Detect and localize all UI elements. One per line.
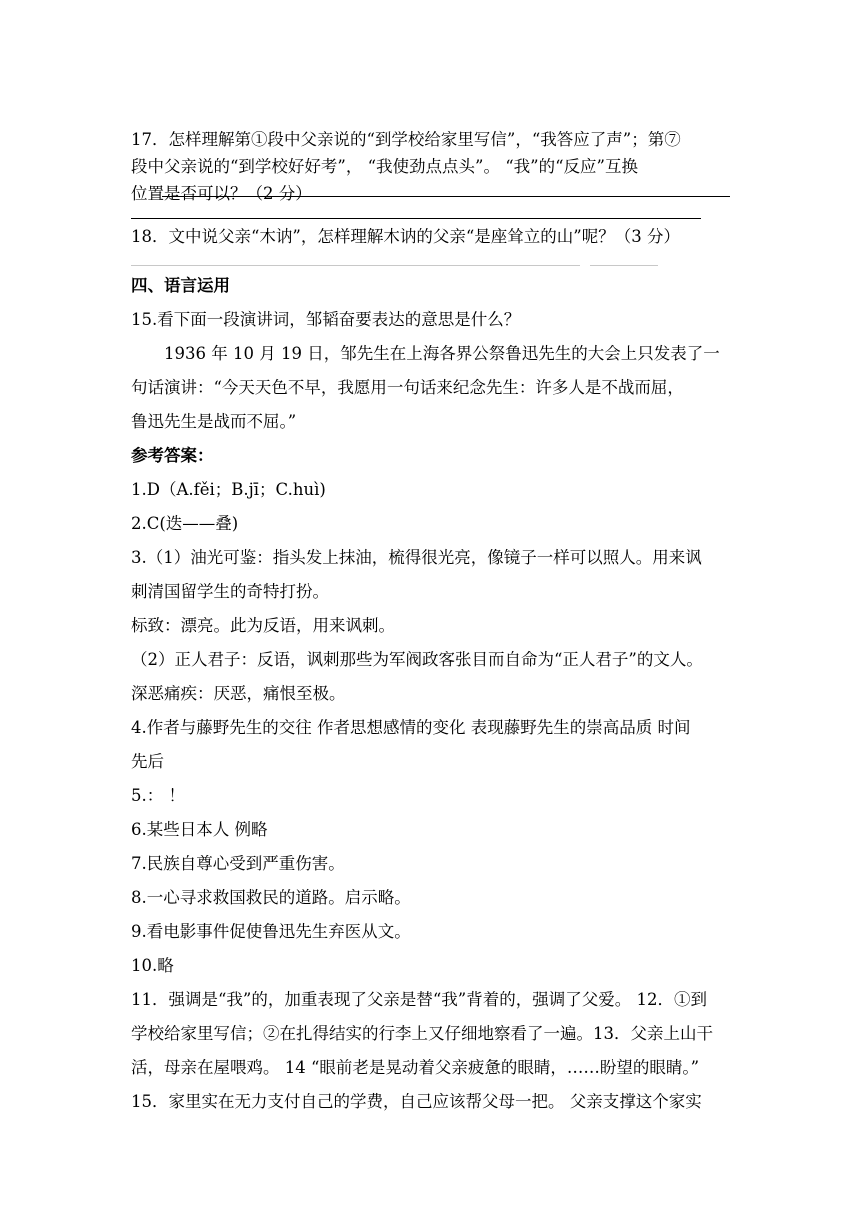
answers-heading: 参考答案： xyxy=(131,446,214,465)
question-17-line-2: 段中父亲说的“到学校好好考”， “我使劲点点头”。 “我”的“反应”互换 xyxy=(131,157,638,176)
answer-line-17a xyxy=(162,196,730,197)
answer-line: 8.一心寻求救国救民的道路。启示略。 xyxy=(131,888,411,907)
answer-line: 深恶痛疾：厌恶，痛恨至极。 xyxy=(131,684,346,703)
answer-line: 1.D（A.fěi；B.jī；C.huì) xyxy=(131,480,326,499)
answer-line-18b xyxy=(590,265,658,266)
answer-line: 学校给家里写信；②在扎得结实的行李上又仔细地察看了一遍。13．父亲上山干 xyxy=(131,1024,713,1043)
answer-line-18a xyxy=(131,265,580,266)
answer-line: 3.（1）油光可鉴：指头发上抹油，梳得很光亮，像镜子一样可以照人。用来讽 xyxy=(131,548,702,567)
answer-line: 标致：漂亮。此为反语，用来讽刺。 xyxy=(131,616,395,635)
answer-line: 11．强调是“我”的，加重表现了父亲是替“我”背着的，强调了父爱。 12．①到 xyxy=(131,990,707,1009)
answer-line: 6.某些日本人 例略 xyxy=(131,820,268,839)
speech-passage-line-1: 1936 年 10 月 19 日，邹先生在上海各界公祭鲁迅先生的大会上只发表了一 xyxy=(164,344,720,363)
answer-line: （2）正人君子：反语，讽刺那些为军阀政客张目而自命为“正人君子”的文人。 xyxy=(131,650,703,669)
answer-line: 10.略 xyxy=(131,956,174,975)
answer-line: 15．家里实在无力支付自己的学费，自己应该帮父母一把。 父亲支撑这个家实 xyxy=(131,1092,702,1111)
question-17-line-1: 17．怎样理解第①段中父亲说的“到学校给家里写信”，“我答应了声”；第⑦ xyxy=(131,130,681,149)
answer-line: 5.： ！ xyxy=(131,786,185,805)
answer-line: 7.民族自尊心受到严重伤害。 xyxy=(131,854,345,873)
speech-passage-line-2: 句话演讲：“今天天色不早，我愿用一句话来纪念先生：许多人是不战而屈， xyxy=(131,378,684,397)
answer-line: 先后 xyxy=(131,752,164,771)
speech-passage-line-3: 鲁迅先生是战而不屈。” xyxy=(131,412,297,431)
answer-line-17b xyxy=(131,218,701,219)
question-17-line-3: 位置是否可以？（2 分） xyxy=(131,184,312,203)
answer-line: 4.作者与藤野先生的交往 作者思想感情的变化 表现藤野先生的崇高品质 时间 xyxy=(131,718,691,737)
section-4-heading: 四、语言运用 xyxy=(131,276,230,295)
answer-line: 9.看电影事件促使鲁迅先生弃医从文。 xyxy=(131,922,411,941)
answer-line: 刺清国留学生的奇特打扮。 xyxy=(131,582,329,601)
question-18: 18．文中说父亲“木讷”，怎样理解木讷的父亲“是座耸立的山”呢？（3 分） xyxy=(131,227,680,246)
question-15: 15.看下面一段演讲词，邹韬奋要表达的意思是什么？ xyxy=(131,310,521,329)
answer-line: 2.C(迭——叠) xyxy=(131,514,239,533)
answer-line: 活，母亲在屋喂鸡。 14 “眼前老是晃动着父亲疲惫的眼睛，……盼望的眼睛。” xyxy=(131,1058,700,1077)
